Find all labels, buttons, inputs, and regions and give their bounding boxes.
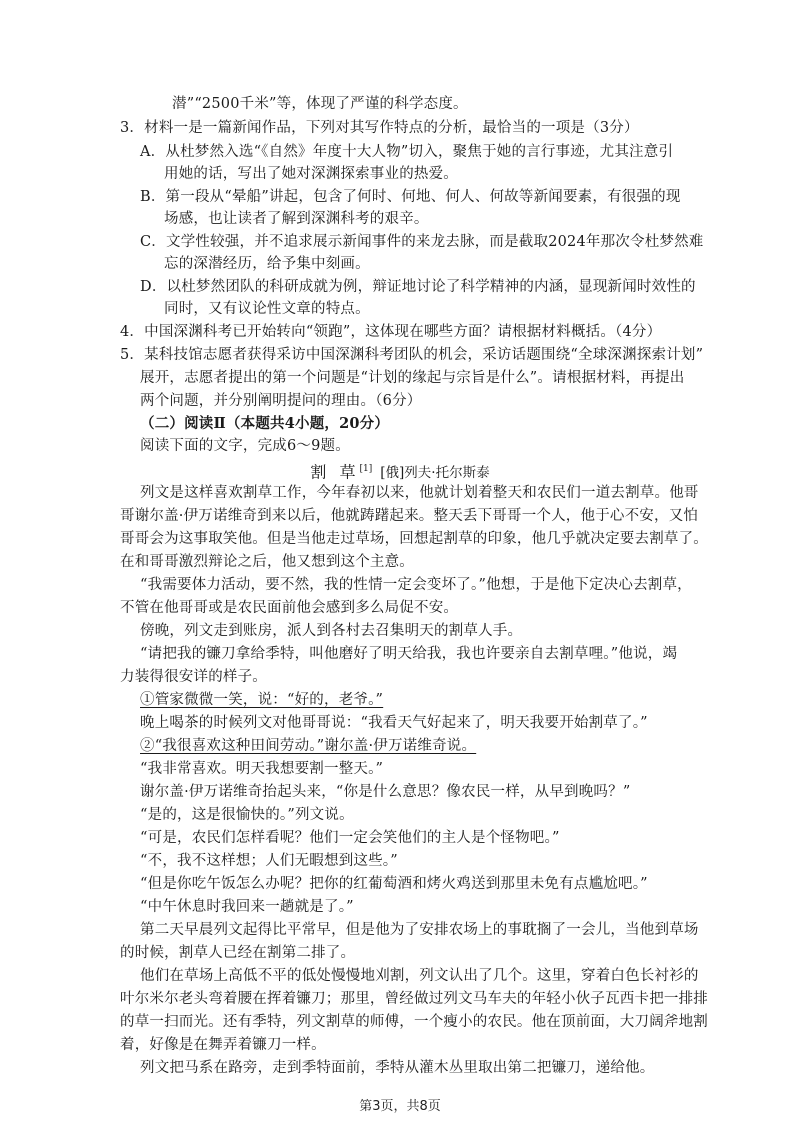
story-p4-line2: 力装得很安详的样子。 [120,669,267,685]
q3-option-b-line2: 场感，也让读者了解到深渊科考的艰辛。 [164,211,429,227]
story-p17: 列文把马系在路旁，走到季特面前，季特从灌木丛里取出第二把镰刀，递给他。 [140,1060,655,1076]
story-p2-line2: 不管在他哥哥或是农民面前他会感到多么局促不安。 [120,600,459,616]
q3-option-d-line1: D．以杜梦然团队的科研成就为例，辩证地讨论了科学精神的内涵，显现新闻时效性的 [140,279,696,295]
section2-heading: （二）阅读Ⅱ（本题共4小题，20分） [140,415,390,432]
story-p11: “可是，农民们怎样看呢？他们一定会笑他们的主人是个怪物吧。” [140,830,560,846]
story-p16-line4: 着，好像是在舞弄着镰刀一样。 [120,1037,326,1053]
reading-instruction: 阅读下面的文字，完成6～9题。 [140,438,350,454]
story-p8: “我非常喜欢。明天我想要割一整天。” [140,761,384,777]
story-p16-line3: 的草一扫而光。还有季特，列文割草的师傅，一个瘦小的农民。他在顶前面，大刀阔斧地割 [120,1014,708,1030]
q3-option-c-line2: 忘的深潜经历，给予集中刻画。 [164,256,370,272]
q3-option-a-line1: A．从杜梦然入选“《自然》年度十大人物”切入，聚焦于她的言行事迹，尤其注意引 [140,144,674,160]
story-p6: 晚上喝茶的时候列文对他哥哥说：“我看天气好起来了，明天我要开始割草了。” [140,715,648,731]
q5-line3: 两个问题，并分别阐明提问的理由。（6分） [140,393,422,409]
story-title-footnote-mark: [1] [359,464,373,474]
page-footer: 第3页，共8页 [359,1099,441,1114]
story-p10: “是的，这是很愉快的。”列文说。 [140,807,354,823]
story-p4-line1: “请把我的镰刀拿给季特，叫他磨好了明天给我，我也许要亲自去割草哩。”他说，竭 [140,646,678,662]
q3-stem: 3．材料一是一篇新闻作品，下列对其写作特点的分析，最恰当的一项是（3分） [120,120,639,136]
story-p2-line1: “我需要体力活动，要不然，我的性情一定会变坏了。”他想，于是他下定决心去割草， [140,577,692,593]
story-p5-underlined: ①管家微微一笑，说：“好的，老爷。” [140,692,384,708]
q3-option-c-line1: C．文学性较强，并不追求展示新闻事件的来龙去脉，而是截取2024年那次令杜梦然难 [140,234,704,250]
q5-line2: 展开，志愿者提出的第一个问题是“计划的缘起与宗旨是什么”。请根据材料，再提出 [140,370,685,386]
story-title [0,458,800,484]
q2-tail-line: 潜”“2500千米”等，体现了严谨的科学态度。 [172,96,468,112]
story-p14: “中午休息时我回来一趟就是了。” [140,899,354,915]
story-p12: “不，我不这样想；人们无暇想到这些。” [140,853,398,869]
story-p16-line1: 他们在草场上高低不平的低处慢慢地刈割，列文认出了几个。这里，穿着白色长衬衫的 [140,968,699,984]
story-p9: 谢尔盖·伊万诺维奇抬起头来，“你是什么意思？像农民一样，从早到晚吗？” [140,784,631,800]
q3-option-a-line2: 用她的话，写出了她对深渊探索事业的热爱。 [164,166,458,182]
story-p15-line1: 第二天早晨列文起得比平常早，但是他为了安排农场上的事耽搁了一会儿，当他到草场 [140,922,699,938]
q3-option-d-line2: 同时，又有议论性文章的特点。 [164,301,370,317]
story-p1-line4: 在和哥哥激烈辩论之后，他又想到这个主意。 [120,554,414,570]
story-p1-line2: 哥谢尔盖·伊万诺维奇到来以后，他就踌躇起来。整天丢下哥哥一个人，他于心不安，又怕 [120,508,699,524]
story-p15-line2: 的时候，割草人已经在割第二排了。 [120,945,356,961]
story-p13: “但是你吃午饭怎么办呢？把你的红葡萄酒和烤火鸡送到那里未免有点尴尬吧。” [140,876,648,892]
story-title-main: 割 草 [310,462,360,482]
story-p3: 傍晚，列文走到账房，派人到各村去召集明天的割草人手。 [140,623,523,639]
q3-option-b-line1: B．第一段从“晕船”讲起，包含了何时、何地、何人、何故等新闻要素，有很强的现 [140,189,681,205]
story-p7-underlined: ②“我很喜欢这种田间劳动。”谢尔盖·伊万诺维奇说。 [140,738,477,754]
story-p1-line1: 列文是这样喜欢割草工作，今年春初以来，他就计划着整天和农民们一道去割草。他哥 [140,485,699,501]
story-author: [俄]列夫·托尔斯泰 [380,465,490,482]
q5-line1: 5．某科技馆志愿者获得采访中国深渊科考团队的机会，采访话题围绕“全球深渊探索计划” [120,347,704,363]
q4-stem: 4．中国深渊科考已开始转向“领跑”，这体现在哪些方面？请根据材料概括。（4分） [120,324,662,340]
story-p1-line3: 哥哥会为这事取笑他。但是当他走过草场，回想起割草的印象，他几乎就决定要去割草了。 [120,531,708,547]
story-p16-line2: 叶尔米尔老头弯着腰在挥着镰刀；那里，曾经做过列文马车夫的年轻小伙子瓦西卡把一排排 [120,991,708,1007]
